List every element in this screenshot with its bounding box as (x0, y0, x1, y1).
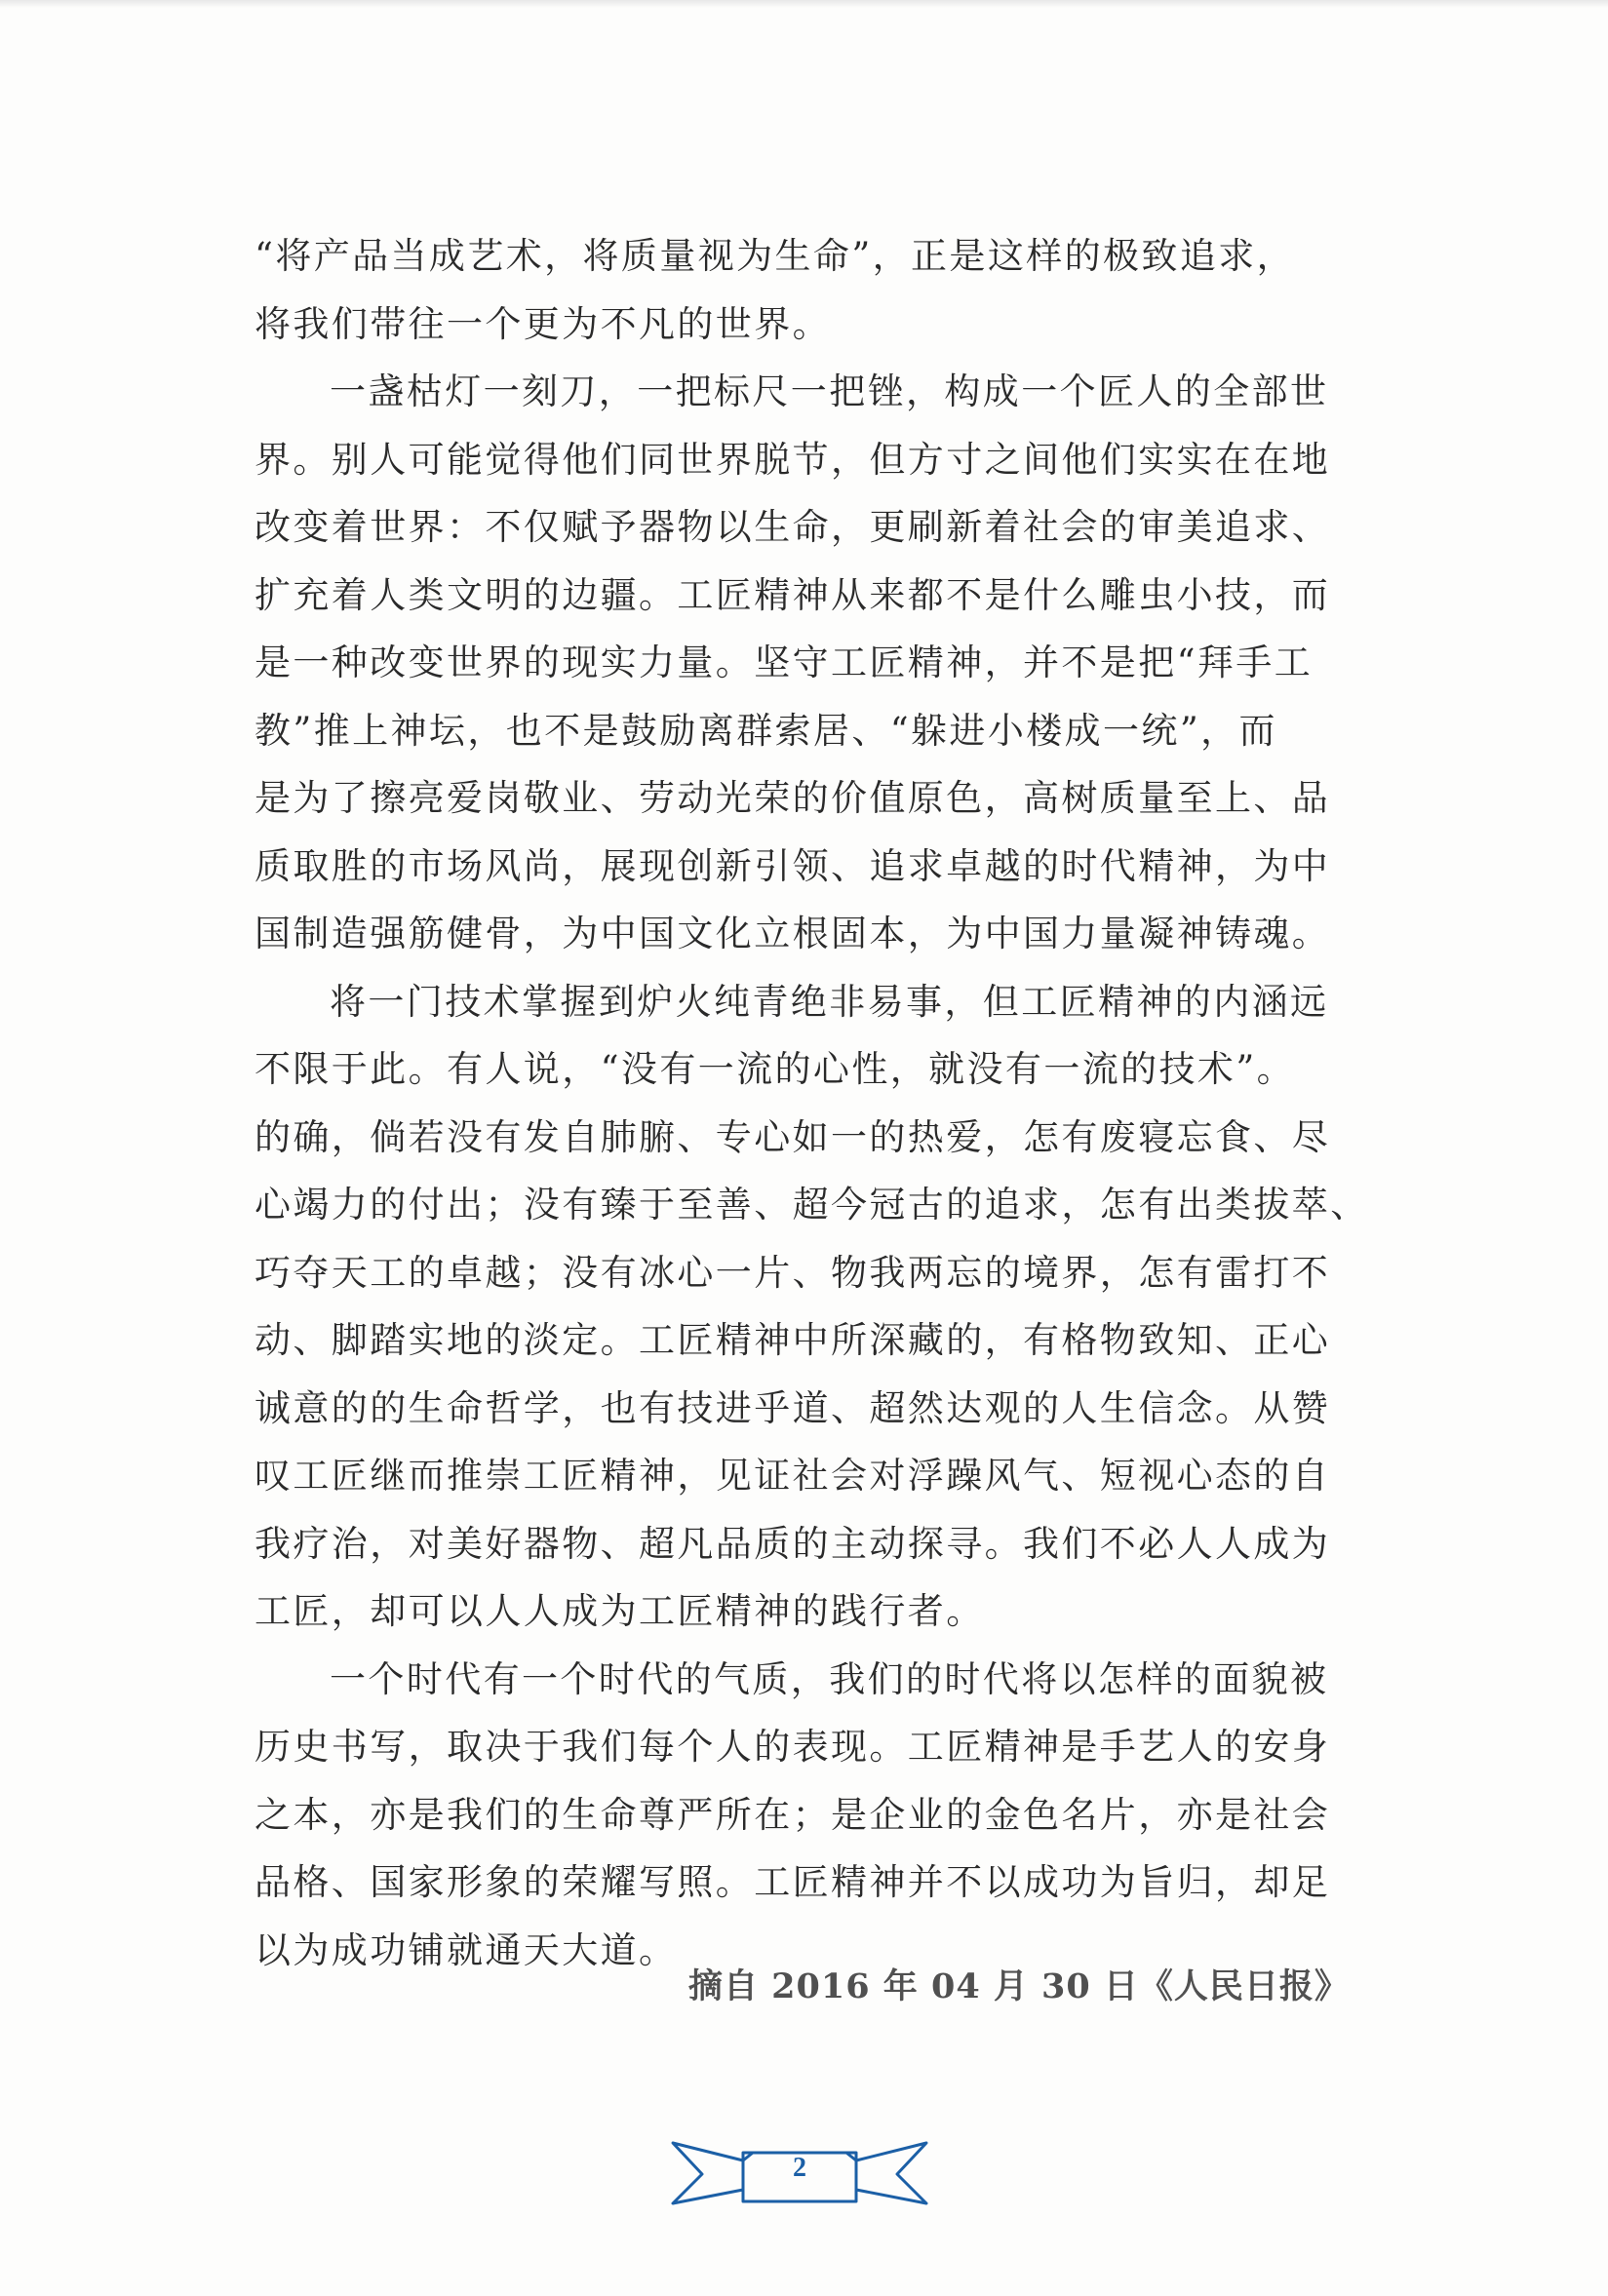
paragraph-line: 界。别人可能觉得他们同世界脱节，但方寸之间他们实实在在地 (255, 438, 1331, 481)
paragraph-line: 历史书写，取决于我们每个人的表现。工匠精神是手艺人的安身 (255, 1726, 1331, 1768)
paragraph-line: 工匠，却可以人人成为工匠精神的践行者。 (255, 1590, 985, 1632)
paragraph-line: 巧夺天工的卓越；没有冰心一片、物我两忘的境界，怎有雷打不 (255, 1251, 1331, 1294)
paragraph-line: 不限于此。有人说，“没有一流的心性，就没有一流的技术”。 (255, 1048, 1296, 1090)
page-number-ribbon (667, 2131, 932, 2219)
paragraph-line: 改变着世界：不仅赋予器物以生命，更刷新着社会的审美追求、 (255, 506, 1331, 548)
paragraph-line: “将产品当成艺术，将质量视为生命”，正是这样的极致追求， (255, 235, 1296, 277)
paragraph-line: 我疗治，对美好器物、超凡品质的主动探寻。我们不必人人成为 (255, 1522, 1331, 1565)
paragraph-line: 的确，倘若没有发自肺腑、专心如一的热爱，怎有废寝忘食、尽 (255, 1115, 1331, 1158)
paragraph-line: 以为成功铺就通天大道。 (255, 1928, 678, 1971)
paragraph-line: 心竭力的付出；没有臻于至善、超今冠古的追求，怎有出类拔萃、 (255, 1184, 1369, 1226)
paragraph-line: 国制造强筋健骨，为中国文化立根固本，为中国力量凝神铸魂。 (255, 913, 1331, 954)
paragraph-line: 一盏枯灯一刻刀，一把标尺一把锉，构成一个匠人的全部世 (330, 370, 1329, 412)
paragraph-line: 叹工匠继而推崇工匠精神，见证社会对浮躁风气、短视心态的自 (255, 1455, 1331, 1497)
paragraph-line: 是一种改变世界的现实力量。坚守工匠精神，并不是把“拜手工 (255, 642, 1314, 683)
page-number: 2 (793, 2153, 806, 2183)
paragraph-line: 品格、国家形象的荣耀写照。工匠精神并不以成功为旨归，却足 (255, 1861, 1331, 1903)
paragraph-line: 扩充着人类文明的边疆。工匠精神从来都不是什么雕虫小技，而 (255, 573, 1331, 616)
paragraph-line: 将我们带往一个更为不凡的世界。 (255, 302, 831, 345)
source-citation: 摘自 2016 年 04 月 30 日《人民日报》 (688, 1966, 1350, 2006)
scan-top-edge (0, 0, 1608, 8)
paragraph-line: 教”推上神坛，也不是鼓励离群索居、“躲进小楼成一统”，而 (255, 709, 1277, 752)
paragraph-line: 是为了擦亮爱岗敬业、劳动光荣的价值原色，高树质量至上、品 (255, 777, 1331, 819)
paragraph-line: 质取胜的市场风尚，展现创新引领、追求卓越的时代精神，为中 (255, 844, 1331, 887)
paragraph-line: 诚意的的生命哲学，也有技进乎道、超然达观的人生信念。从赞 (255, 1386, 1331, 1429)
paragraph-line: 一个时代有一个时代的气质，我们的时代将以怎样的面貌被 (330, 1657, 1329, 1700)
paragraph-line: 之本，亦是我们的生命尊严所在；是企业的金色名片，亦是社会 (255, 1793, 1331, 1836)
paragraph-line: 将一门技术掌握到炉火纯青绝非易事，但工匠精神的内涵远 (330, 980, 1329, 1023)
paragraph-line: 动、脚踏实地的淡定。工匠精神中所深藏的，有格物致知、正心 (255, 1319, 1331, 1361)
article-body (255, 222, 1369, 1984)
